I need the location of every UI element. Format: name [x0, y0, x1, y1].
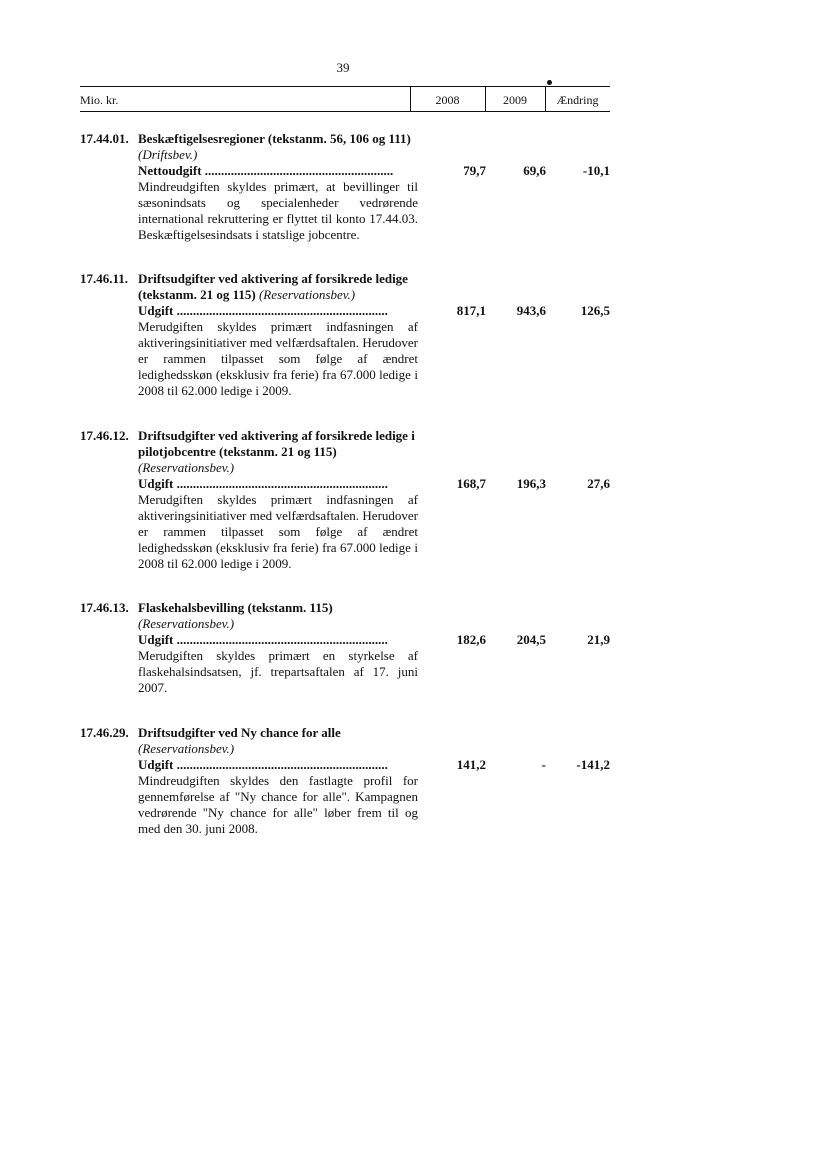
value-change: -141,2 [576, 757, 610, 772]
entry-explanation: Merudgiften skyldes primært indfasningen af aktiveringsinitiativer med velfærdsaftalen. Herudover er rammen tilpasset som følge af ændret ledighedsskøn (eksklusiv fra ferie) fra 67.000 ledige i 2008 til 62.000 ledige i 2009. [138, 492, 418, 571]
value-2009: 204,5 [516, 632, 546, 647]
column-header-change: Ændring [556, 93, 599, 107]
value-2008: 168,7 [456, 476, 486, 491]
account-number: 17.46.13. [80, 600, 129, 615]
account-number: 17.46.11. [80, 271, 129, 286]
value-2008: 817,1 [456, 303, 486, 318]
entry-title-note: (Reservationsbev.) [138, 741, 235, 756]
entry-title: Driftsudgifter ved aktivering af forsikrede ledige i pilotjobcentre (tekstanm. 21 og 115) (Reservationsbev.) [138, 428, 415, 475]
entry-title: Driftsudgifter ved aktivering af forsikrede ledige (tekstanm. 21 og 115) (Reservationsbev.) [138, 271, 408, 302]
header-dot-mark [547, 80, 552, 85]
column-header-2009: 2009 [503, 93, 527, 107]
value-change: 21,9 [587, 632, 610, 647]
value-2008: 79,7 [463, 163, 486, 178]
entry-title-note: (Driftsbev.) [138, 147, 198, 162]
value-change: 126,5 [580, 303, 610, 318]
account-number: 17.46.12. [80, 428, 129, 443]
amount-label: Udgift ................................................................. [138, 476, 388, 491]
value-2008: 141,2 [456, 757, 486, 772]
entry-title: Beskæftigelsesregioner (tekstanm. 56, 106 og 111) (Driftsbev.) [138, 131, 411, 162]
entry-title-note: (Reservationsbev.) [258, 287, 356, 302]
amount-label: Udgift ................................................................. [138, 632, 388, 647]
column-header-2008: 2008 [435, 93, 460, 107]
amount-label: Udgift ................................................................. [138, 303, 388, 318]
entry-explanation: Mindreudgiften skyldes primært, at bevillinger til sæsonindsats og specialenheder vedrørende international rekruttering er flyttet til konto 17.44.03. Beskæftigelsesindsats i statslige jobcentre. [138, 179, 418, 242]
entry-title: Flaskehalsbevilling (tekstanm. 115) (Reservationsbev.) [138, 600, 333, 631]
amount-label: Udgift ................................................................. [138, 757, 388, 772]
entry-explanation: Merudgiften skyldes primært en styrkelse af flaskehalsindsatsen, jf. trepartsaftalen af 17. juni 2007. [138, 648, 418, 695]
entry-title-note: (Reservationsbev.) [138, 616, 235, 631]
entry-explanation: Mindreudgiften skyldes den fastlagte profil for gennemførelse af "Ny chance for alle". Kampagnen vedrørende "Ny chance for alle" løber frem til og med den 30. juni 2008. [138, 773, 418, 836]
unit-label: Mio. kr. [80, 93, 119, 107]
entry-title-note: (Reservationsbev.) [138, 460, 235, 475]
account-number: 17.46.29. [80, 725, 129, 740]
value-2008: 182,6 [456, 632, 486, 647]
value-change: -10,1 [582, 163, 610, 178]
value-2009: 69,6 [523, 163, 546, 178]
value-2009: 196,3 [516, 476, 546, 491]
account-number: 17.44.01. [80, 131, 129, 146]
table-header [80, 86, 610, 112]
value-2009: 943,6 [516, 303, 546, 318]
value-change: 27,6 [587, 476, 610, 491]
value-2009: - [541, 757, 546, 772]
amount-label: Nettoudgift .......................................................... [138, 163, 394, 178]
entry-title: Driftsudgifter ved Ny chance for alle (Reservationsbev.) [138, 725, 341, 756]
entry-explanation: Merudgiften skyldes primært indfasningen af aktiveringsinitiativer med velfærdsaftalen. Herudover er rammen tilpasset som følge af ændret ledighedsskøn (eksklusiv fra ferie) fra 67.000 ledige i 2008 til 62.000 ledige i 2009. [138, 319, 418, 398]
page-number: 39 [336, 60, 350, 75]
